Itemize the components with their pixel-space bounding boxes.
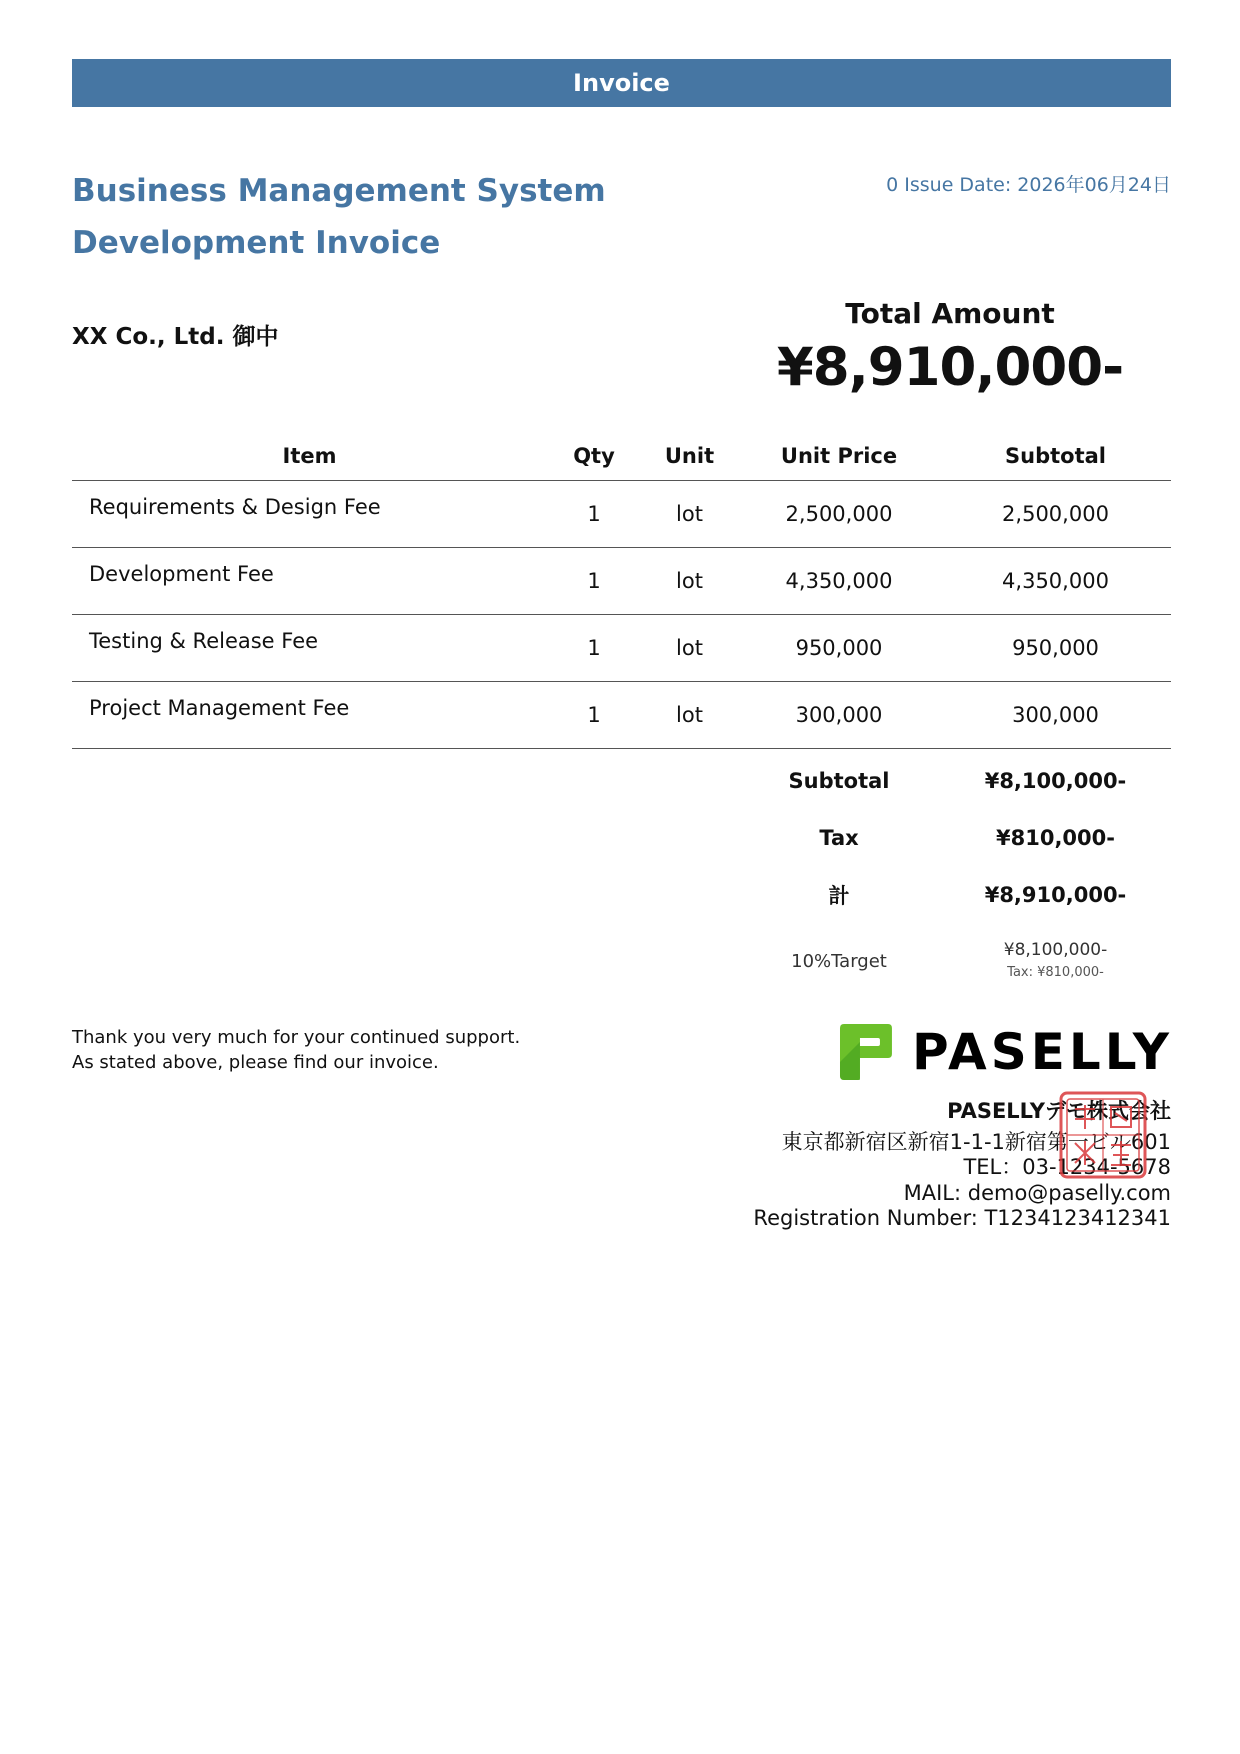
summary-subtotal-label: Subtotal	[788, 768, 890, 793]
company-logo	[838, 1021, 1173, 1083]
row-subtotal: 4,350,000	[940, 547, 1171, 614]
row-unit-price: 2,500,000	[738, 480, 940, 547]
row-subtotal: 300,000	[940, 681, 1171, 748]
summary-subtotal-value: ¥8,100,000-	[984, 768, 1127, 793]
summary-total-label: 計	[828, 883, 850, 908]
recipient-name: XX Co., Ltd. 御中	[72, 324, 279, 350]
items-table	[72, 432, 1171, 749]
header-item: Item	[72, 432, 547, 480]
summary-row-subtotal	[738, 752, 1171, 809]
row-unit: lot	[641, 480, 738, 547]
tax-target-label: 10%Target	[791, 950, 887, 972]
row-item: Requirements & Design Fee	[72, 480, 547, 547]
closing-message	[72, 1025, 520, 1075]
row-item: Development Fee	[72, 547, 547, 614]
row-subtotal: 2,500,000	[940, 480, 1171, 547]
closing-message-line1: Thank you very much for your continued support.	[72, 1027, 521, 1048]
logo-text: PASELLY	[911, 1023, 1173, 1081]
issuer-registration: Registration Number: T1234123412341	[753, 1206, 1171, 1230]
summary-row-total	[738, 866, 1171, 923]
row-qty: 1	[547, 547, 641, 614]
row-item: Testing & Release Fee	[72, 614, 547, 681]
header-unit-price: Unit Price	[738, 432, 940, 480]
tax-target-cell	[940, 923, 1171, 999]
row-qty: 1	[547, 480, 641, 547]
total-amount-block	[760, 296, 1140, 400]
company-seal-icon	[1057, 1089, 1149, 1181]
row-unit-price: 300,000	[738, 681, 940, 748]
header-qty: Qty	[547, 432, 641, 480]
items-table-header	[72, 432, 1171, 480]
tax-target-amount: ¥8,100,000-	[1003, 940, 1108, 960]
row-unit-price: 950,000	[738, 614, 940, 681]
row-subtotal: 950,000	[940, 614, 1171, 681]
summary-total-value: ¥8,910,000-	[984, 882, 1127, 907]
header-bar	[72, 59, 1171, 107]
table-row	[72, 480, 1171, 547]
row-unit: lot	[641, 547, 738, 614]
summary-table	[738, 752, 1171, 999]
tax-target-tax: Tax: ¥810,000-	[1007, 965, 1104, 980]
row-item: Project Management Fee	[72, 681, 547, 748]
row-qty: 1	[547, 681, 641, 748]
row-qty: 1	[547, 614, 641, 681]
summary-row-tax	[738, 809, 1171, 866]
header-subtotal: Subtotal	[940, 432, 1171, 480]
header-unit: Unit	[641, 432, 738, 480]
summary-tax-value: ¥810,000-	[996, 825, 1115, 850]
total-amount-label: Total Amount	[845, 297, 1055, 330]
summary-row-tax-target	[738, 923, 1171, 999]
row-unit: lot	[641, 614, 738, 681]
total-amount-value: ¥8,910,000-	[776, 337, 1124, 398]
issue-date: 0 Issue Date: 2026年06月24日	[886, 174, 1171, 196]
issuer-company: PASELLYデモ株式会社	[947, 1099, 1171, 1123]
header-title: Invoice	[573, 69, 670, 97]
document-title: Business Management System Development Invoice	[72, 173, 606, 261]
summary-tax-label: Tax	[819, 825, 859, 850]
table-row	[72, 681, 1171, 748]
row-unit: lot	[641, 681, 738, 748]
issuer-mail: MAIL: demo@paselly.com	[903, 1180, 1171, 1205]
row-unit-price: 4,350,000	[738, 547, 940, 614]
table-row	[72, 547, 1171, 614]
issuer-address: 東京都新宿区新宿1-1-1新宿第一ビル601	[781, 1129, 1171, 1154]
issuer-tel: TEL：03-1234-5678	[963, 1155, 1171, 1179]
closing-message-line2: As stated above, please find our invoice.	[72, 1052, 439, 1073]
table-row	[72, 614, 1171, 681]
paselly-logo-icon	[838, 1022, 894, 1082]
